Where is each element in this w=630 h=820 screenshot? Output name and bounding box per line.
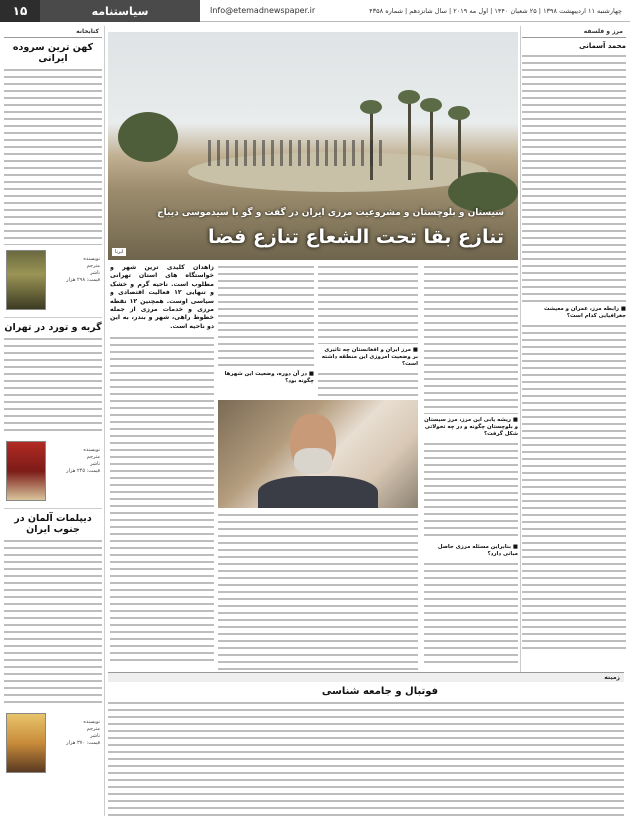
book3-meta: نویسنده مترجم ناشر قیمت: ۳۷۰ هزار — [66, 719, 100, 746]
page-number: ۱۵ — [0, 0, 40, 22]
book2-cover-image — [6, 441, 46, 501]
book1-review-text — [4, 67, 102, 245]
article-text — [218, 264, 314, 368]
book1-box — [4, 248, 102, 314]
right-column-text-2 — [522, 323, 626, 653]
palm-tree — [458, 116, 461, 180]
article-text — [318, 264, 418, 344]
right-question: ■ رابطه مرز، عمران و معیشت جغرافیایی کدام است؟ — [543, 306, 626, 319]
article-text — [424, 264, 518, 414]
article-col-a — [424, 264, 518, 668]
footer-bar-label: زمینه — [604, 674, 620, 681]
book1-title: کهن ترین سروده ایرانی — [12, 42, 94, 64]
palm-tree — [408, 100, 411, 180]
interview-portrait — [218, 400, 418, 508]
issue-dateline: چهارشنبه ۱۱ اردیبهشت ۱۳۹۸ | ۲۵ شعبان ۱۴۴۰ | اول مه ۲۰۱۹ | سال شانزدهم | شماره ۴۳۵۸ — [369, 7, 622, 15]
shrub — [118, 112, 178, 162]
book3-review-text — [4, 538, 102, 708]
library-kicker: کتابخانه — [4, 26, 102, 38]
palm-crown — [360, 100, 382, 114]
divider — [4, 317, 102, 318]
palm-tree — [430, 108, 433, 180]
right-kicker: مرز و فلسفه — [522, 26, 626, 38]
photo-agency-logo: ایرنا — [112, 248, 126, 256]
article-text — [318, 371, 418, 398]
book2-title: گربه و تورد در تهران — [4, 322, 102, 333]
book1-cover-image — [6, 250, 46, 310]
book3-title: دیپلمات آلمان در جنوب ایران — [14, 513, 92, 535]
masthead-bar — [0, 0, 630, 22]
hero-kicker: سیستان و بلوچستان و مشروعیت مرزی ایران در گفت و گو با سیدموسی دیباج — [157, 208, 504, 218]
palm-crown — [398, 90, 420, 104]
book1-meta: نویسنده مترجم ناشر قیمت: ۲۹۸ هزار — [66, 256, 100, 283]
footer-section-bar — [108, 672, 624, 682]
right-author: محمد آسمانی — [579, 42, 626, 50]
interview-question: ■ مرز ایران و افغانستان چه تاثیری بر وضعیت امروزی این منطقه داشته است؟ — [321, 347, 418, 367]
article-text — [424, 561, 518, 668]
right-column — [522, 26, 626, 670]
hero-headline: تنازع بقا تحت الشعاع تنازع فضا — [208, 226, 504, 248]
article-col-e — [218, 512, 418, 670]
palm-crown — [448, 106, 470, 120]
library-column — [4, 26, 102, 816]
book3-cover-image — [6, 713, 46, 773]
hero-photo — [108, 32, 518, 260]
article-text — [218, 512, 418, 670]
article-text — [424, 441, 518, 541]
palm-crown — [420, 98, 442, 112]
contact-email[interactable]: Info@etemadnewspaper.ir — [210, 6, 316, 15]
book3-box — [4, 711, 102, 777]
article-text — [108, 700, 624, 816]
article-col-d — [110, 264, 214, 668]
interview-question: ■ بنابراین مسئله مرزی حاصل مبانی دارد؟ — [437, 544, 518, 557]
article-lead: زاهدان کلیدی ترین شهر و خواستگاه های استان تهرانی مطلوب است. ناحیه گرم و خشک و تنهایی ۱۲ فعالیت اقتصادی و سیاسی اوست. همچنین ۱۲ نقطه مرزی و خدمات مرزی از جمله خطوط راهی، شهر و بندر، به این دو ناحیه است. — [110, 264, 214, 330]
portrait-beard — [294, 448, 332, 474]
section-name: سیاستنامه — [40, 0, 200, 22]
book2-review-text — [4, 336, 102, 436]
portrait-suit — [258, 476, 378, 508]
column-rule — [104, 26, 105, 816]
shrub — [448, 172, 518, 212]
bottom-article-title: فوتبال و جامعه شناسی — [321, 686, 439, 697]
book2-box — [4, 439, 102, 505]
interview-question: ■ ریشه یابی این مرز، مرز سیستان و بلوچستان چگونه و در چه تحولاتی شکل گرفت؟ — [424, 417, 518, 437]
interview-question: ■ در آن دوره، وضعیت این شهرها چگونه بود؟ — [224, 371, 314, 384]
article-col-b — [318, 264, 418, 398]
book2-meta: نویسنده مترجم ناشر قیمت: ۲۴۵ هزار — [66, 447, 100, 474]
article-col-c — [218, 264, 314, 398]
article-text — [110, 335, 214, 665]
column-rule — [520, 26, 521, 672]
bottom-article-text — [108, 700, 624, 816]
right-column-text — [522, 53, 626, 303]
people-crowd — [208, 140, 388, 166]
divider — [4, 508, 102, 509]
